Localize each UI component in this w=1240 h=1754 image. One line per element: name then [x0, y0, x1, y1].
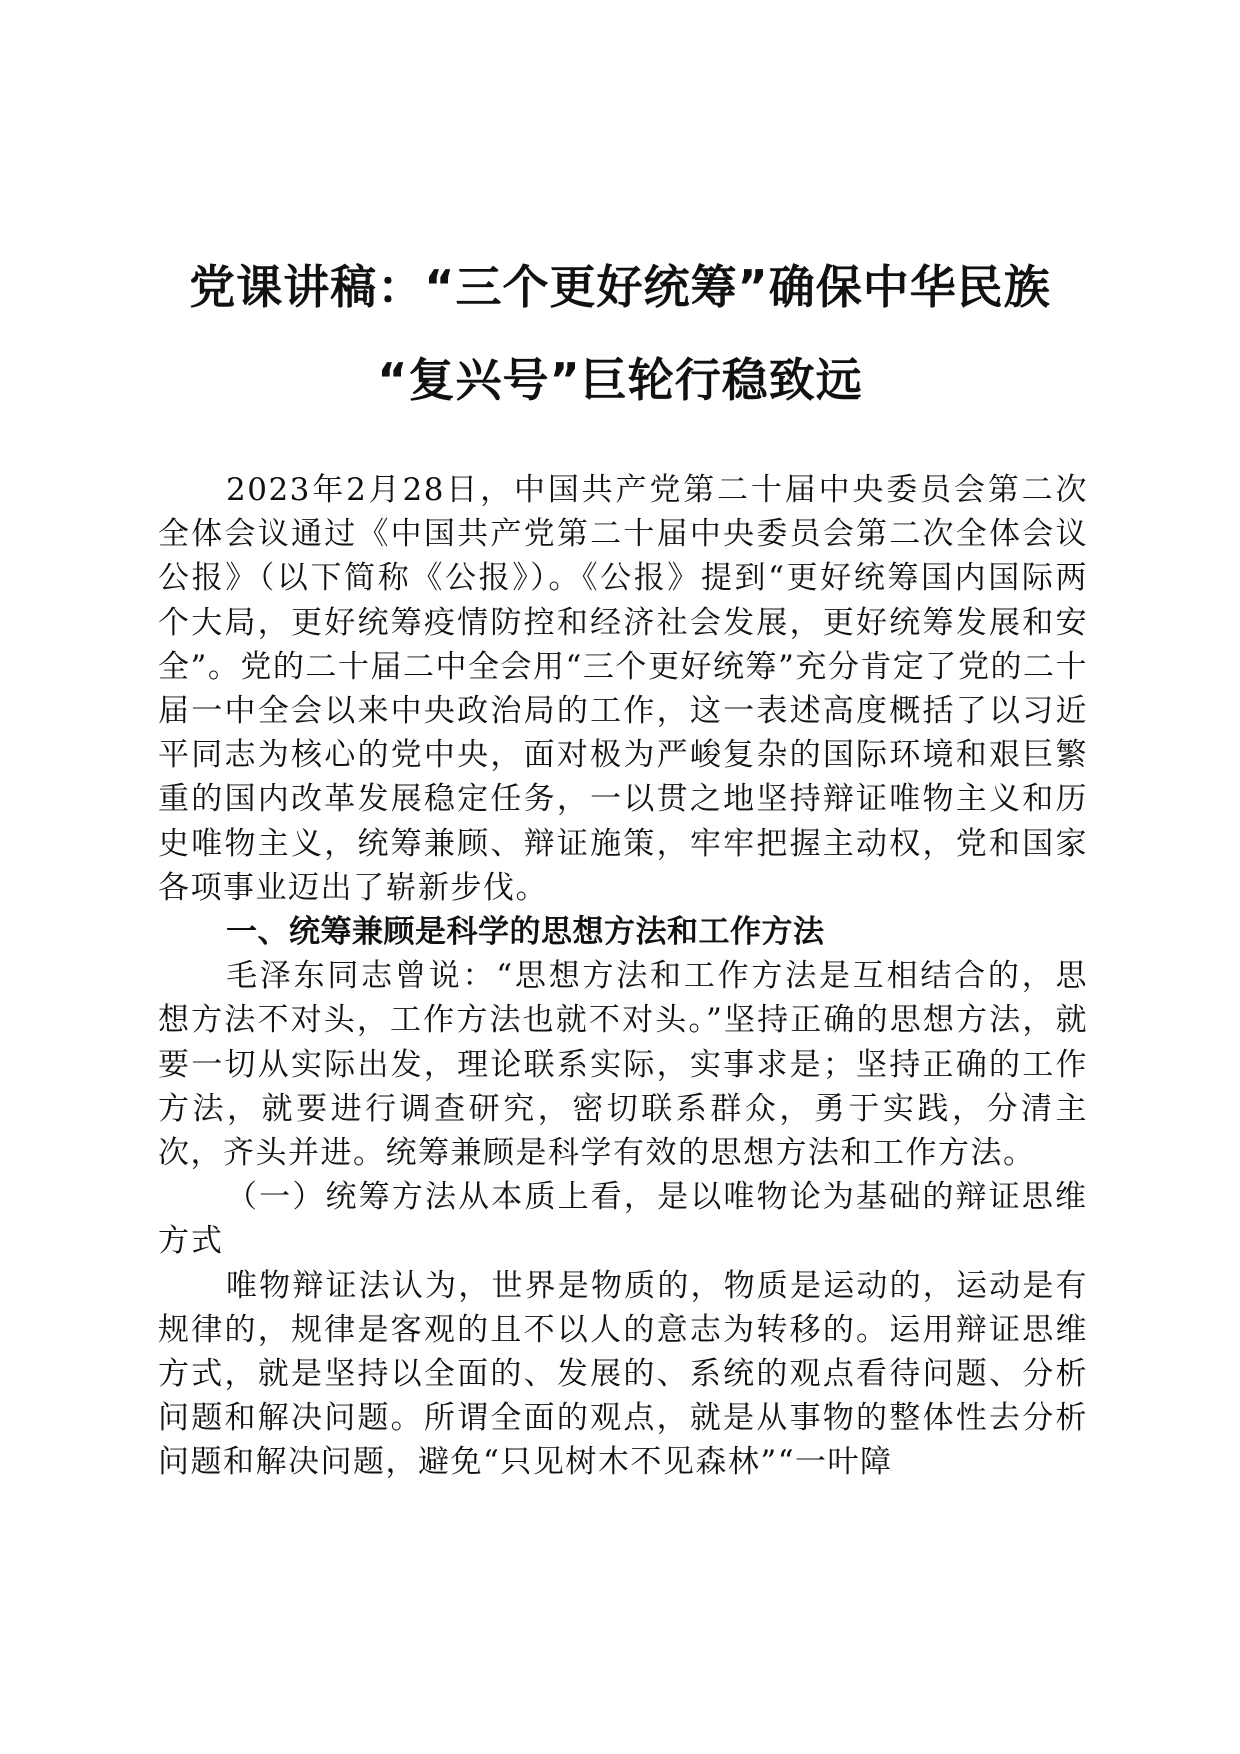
subsection-1-heading: （一）统筹方法从本质上看，是以唯物论为基础的辩证思维方式 — [158, 1179, 1088, 1260]
document-body — [158, 468, 1088, 1485]
section-1-paragraph: 毛泽东同志曾说：“思想方法和工作方法是互相结合的，思想方法不对头，工作方法也就不对头。”坚持正确的思想方法，就要一切从实际出发，理论联系实际，实事求是；坚持正确的工作方法，就要进行调查研究，密切联系群众，勇于实践，分清主次，齐头并进。统筹兼顾是科学有效的思想方法和工作方法。 — [158, 958, 1088, 1172]
subsection-1-paragraph: 唯物辩证法认为，世界是物质的，物质是运动的，运动是有规律的，规律是客观的且不以人的意志为转移的。运用辩证思维方式，就是坚持以全面的、发展的、系统的观点看待问题、分析问题和解决问题。所谓全面的观点，就是从事物的整体性去分析问题和解决问题，避免“只见树木不见森林”“一叶障 — [158, 1267, 1088, 1481]
section-1-heading: 一、统筹兼顾是科学的思想方法和工作方法 — [226, 914, 825, 951]
document-title-line-1: 党课讲稿：“三个更好统筹”确保中华民族 — [189, 260, 1051, 314]
intro-paragraph: 2023年2月28日，中国共产党第二十届中央委员会第二次全体会议通过《中国共产党第二十届中央委员会第二次全体会议公报》（以下简称《公报》）。《公报》提到“更好统筹国内国际两个大局，更好统筹疫情防控和经济社会发展，更好统筹发展和安全”。党的二十届二中全会用“三个更好统筹”充分肯定了党的二十届一中全会以来中央政治局的工作，这一表述高度概括了以习近平同志为核心的党中央，面对极为严峻复杂的国际环境和艰巨繁重的国内改革发展稳定任务，一以贯之地坚持辩证唯物主义和历史唯物主义，统筹兼顾、辩证施策，牢牢把握主动权，党和国家各项事业迈出了崭新步伐。 — [158, 472, 1088, 906]
document-title-line-2: “复兴号”巨轮行稳致远 — [377, 353, 863, 407]
